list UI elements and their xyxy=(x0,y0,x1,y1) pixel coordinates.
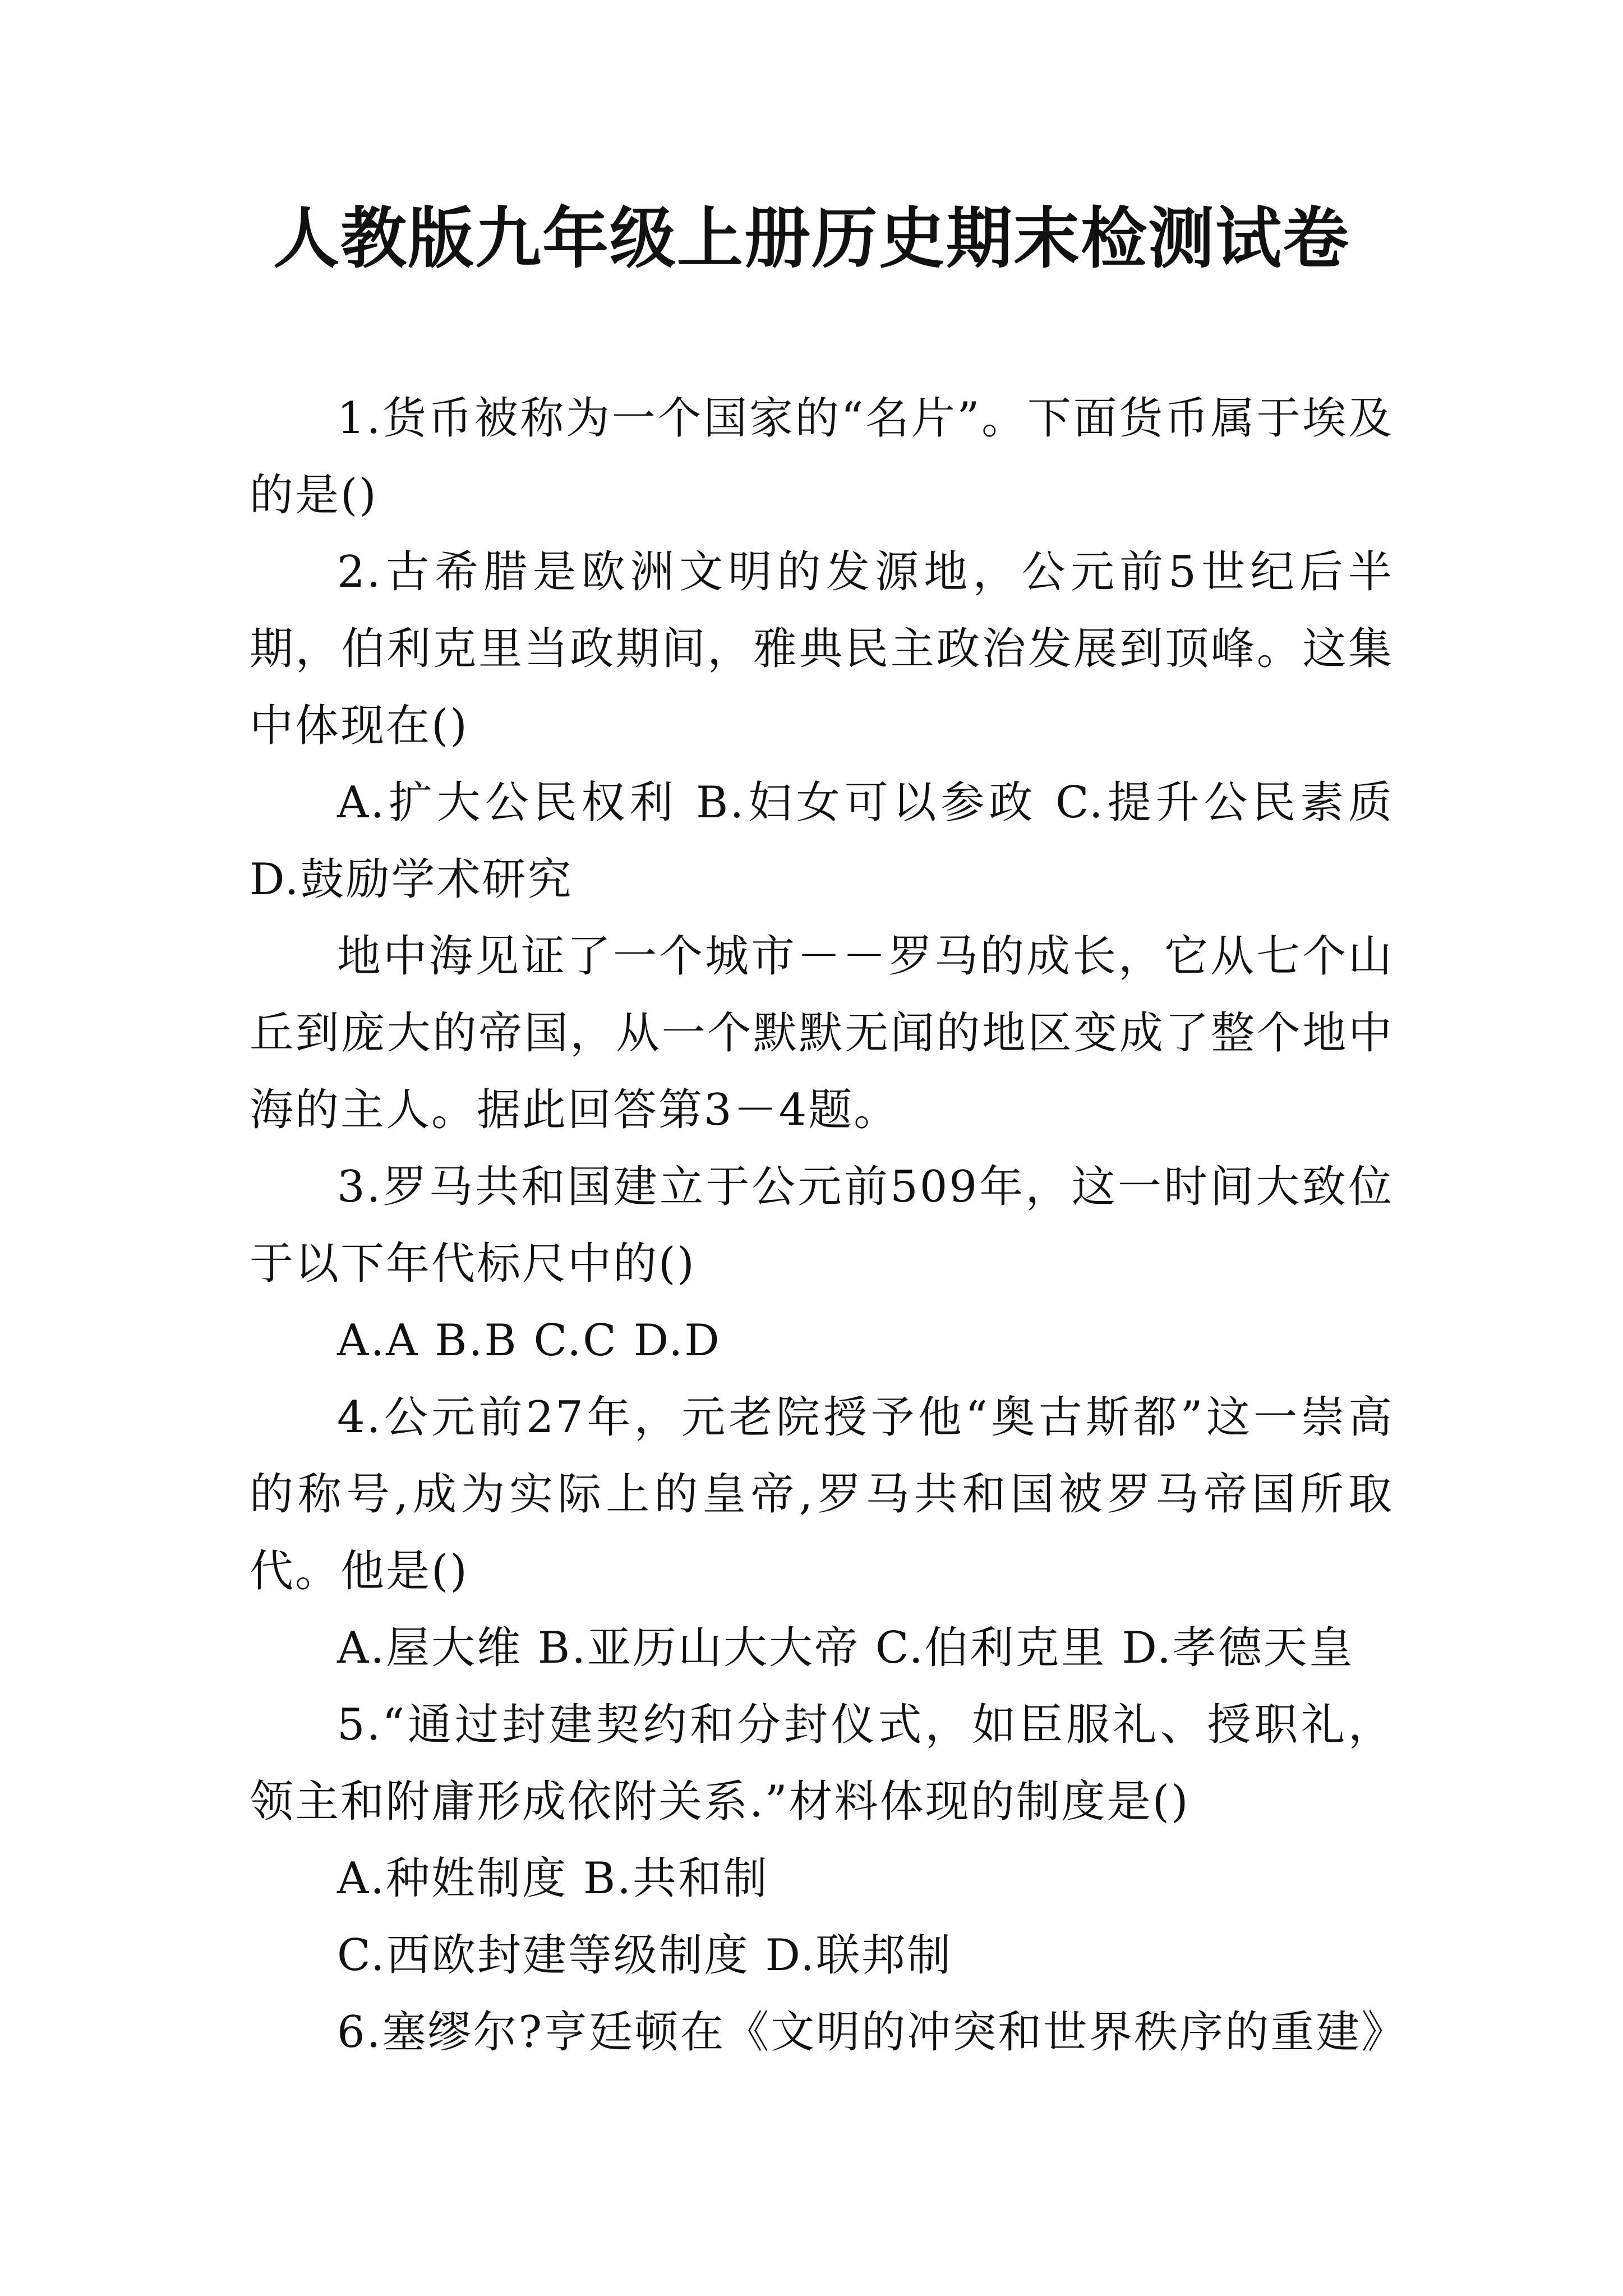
question-3: 3.罗马共和国建立于公元前509年，这一时间大致位于以下年代标尺中的() xyxy=(250,1162,1394,1289)
question-2: 2.古希腊是欧洲文明的发源地，公元前5世纪后半期，伯利克里当政期间，雅典民主政治发展到顶峰。这集中体现在() xyxy=(250,547,1394,751)
material-rome: 地中海见证了一个城市－－罗马的成长，它从七个山丘到庞大的帝国，从一个默默无闻的地区变成了整个地中海的主人。据此回答第3－4题。 xyxy=(250,931,1394,1135)
question-1: 1.货币被称为一个国家的“名片”。下面货币属于埃及的是() xyxy=(250,393,1394,521)
question-6: 6.塞缪尔?亨廷顿在《文明的冲突和世界秩序的重建》 xyxy=(337,2007,1407,2058)
question-3-options: A.A B.B C.C D.D xyxy=(337,1315,721,1366)
question-5-options-cd: C.西欧封建等级制度 D.联邦制 xyxy=(337,1930,953,1981)
question-5-options-ab: A.种姓制度 B.共和制 xyxy=(337,1853,769,1904)
question-2-options: A.扩大公民权利 B.妇女可以参政 C.提升公民素质 D.鼓励学术研究 xyxy=(250,777,1394,905)
document-title: 人教版九年级上册历史期末检测试卷 xyxy=(273,199,1350,277)
question-4-options: A.屋大维 B.亚历山大大帝 C.伯利克里 D.孝德天皇 xyxy=(337,1623,1354,1673)
question-5: 5.“通过封建契约和分封仪式，如臣服礼、授职礼，领主和附庸形成依附关系.”材料体现的制度是() xyxy=(250,1700,1394,1827)
question-4: 4.公元前27年，元老院授予他“奥古斯都”这一崇高的称号,成为实际上的皇帝,罗马共和国被罗马帝国所取代。他是() xyxy=(250,1392,1394,1596)
document-body xyxy=(250,380,1407,2071)
